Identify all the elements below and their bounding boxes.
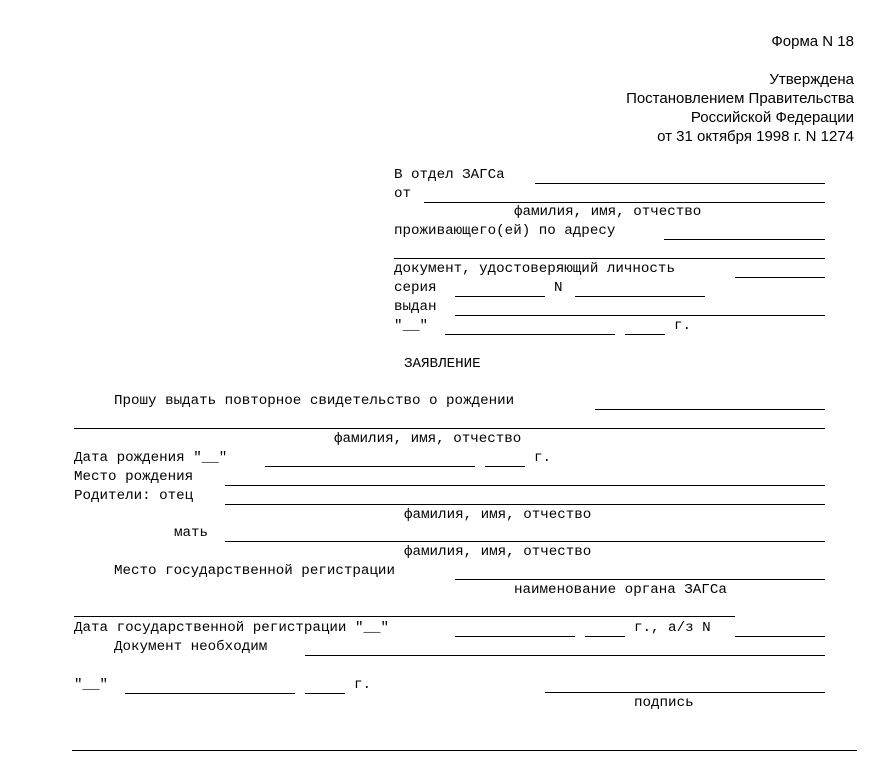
- issue-day-quote: "__": [394, 318, 429, 334]
- registration-place-label: Место государственной регистрации: [114, 563, 395, 579]
- registry-office-name-field[interactable]: [74, 616, 735, 617]
- registration-month-field[interactable]: [455, 636, 575, 637]
- registry-office-field[interactable]: [535, 183, 825, 184]
- registration-year-field[interactable]: [585, 636, 625, 637]
- applicant-name-hint: фамилия, имя, отчество: [514, 204, 702, 220]
- footer-day-quote: "__": [74, 677, 109, 693]
- from-label: от: [394, 186, 412, 202]
- record-number-field[interactable]: [735, 636, 825, 637]
- registration-date-label: Дата государственной регистрации "__": [74, 620, 390, 636]
- bottom-divider: [72, 750, 857, 751]
- request-text: Прошу выдать повторное свидетельство о рождении: [114, 393, 515, 409]
- mother-field[interactable]: [225, 541, 825, 542]
- address-field[interactable]: [664, 239, 825, 240]
- approved-label: Утверждена: [769, 71, 854, 88]
- decree-line-3: от 31 октября 1998 г. N 1274: [657, 128, 854, 145]
- request-field[interactable]: [595, 409, 825, 410]
- birth-place-field[interactable]: [225, 485, 825, 486]
- person-name-field[interactable]: [74, 428, 825, 429]
- number-label: N: [554, 280, 563, 296]
- decree-line-2: Российской Федерации: [690, 109, 854, 126]
- form-number: Форма N 18: [771, 33, 854, 50]
- registration-place-field[interactable]: [455, 579, 825, 580]
- mother-label: мать: [174, 525, 209, 541]
- to-registry-office-label: В отдел ЗАГСа: [394, 167, 505, 183]
- footer-year-suffix: г.: [354, 677, 372, 693]
- father-name-hint: фамилия, имя, отчество: [404, 507, 592, 523]
- document-title: ЗАЯВЛЕНИЕ: [404, 356, 481, 372]
- footer-year-field[interactable]: [305, 693, 345, 694]
- residing-label: проживающего(ей) по адресу: [394, 223, 616, 239]
- id-document-label: документ, удостоверяющий личность: [394, 261, 675, 277]
- decree-line-1: Постановлением Правительства: [626, 90, 854, 107]
- mother-name-hint: фамилия, имя, отчество: [404, 544, 592, 560]
- father-field[interactable]: [225, 504, 825, 505]
- issued-label: выдан: [394, 299, 437, 315]
- birth-year-field[interactable]: [485, 466, 525, 467]
- document-needed-label: Документ необходим: [114, 639, 268, 655]
- signature-field[interactable]: [545, 692, 825, 693]
- issued-by-field[interactable]: [455, 315, 825, 316]
- person-name-hint: фамилия, имя, отчество: [334, 431, 522, 447]
- footer-month-field[interactable]: [125, 693, 295, 694]
- issue-month-field[interactable]: [445, 334, 615, 335]
- registration-year-suffix: г., а/з N: [634, 620, 711, 636]
- issue-year-suffix: г.: [674, 318, 692, 334]
- father-label: Родители: отец: [74, 488, 194, 504]
- signature-hint: подпись: [634, 695, 694, 711]
- birth-date-label: Дата рождения "__": [74, 450, 228, 466]
- document-needed-field[interactable]: [305, 655, 825, 656]
- registry-office-hint: наименование органа ЗАГСа: [514, 582, 727, 598]
- birth-year-suffix: г.: [534, 450, 552, 466]
- number-field[interactable]: [575, 296, 705, 297]
- id-document-field[interactable]: [735, 277, 825, 278]
- address-field-line-2[interactable]: [394, 258, 825, 259]
- issue-year-field[interactable]: [625, 334, 665, 335]
- series-label: серия: [394, 280, 437, 296]
- birth-place-label: Место рождения: [74, 469, 194, 485]
- birth-month-field[interactable]: [265, 466, 475, 467]
- series-field[interactable]: [455, 296, 545, 297]
